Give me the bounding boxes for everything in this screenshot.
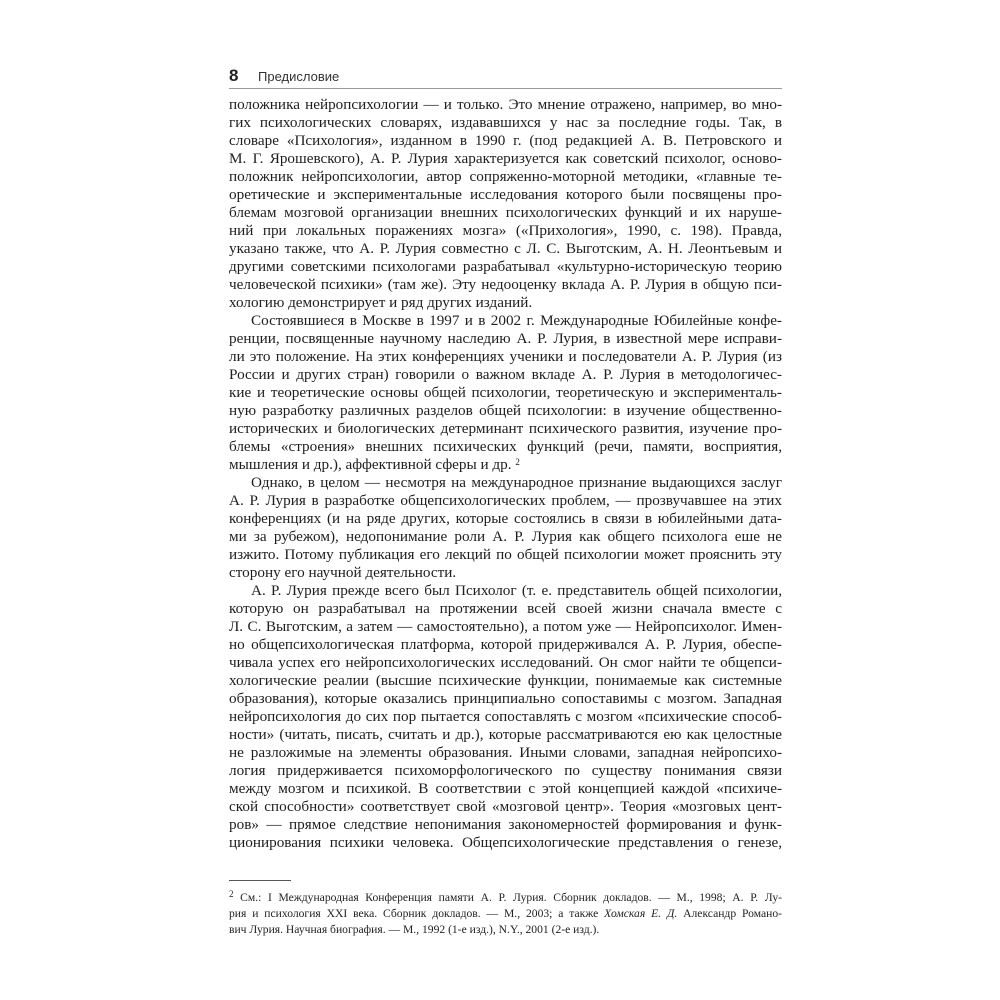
text-line: М. Г. Ярошевского), А. Р. Лурия характеризуется как советский психолог, осново- xyxy=(229,150,782,167)
body-text xyxy=(229,96,782,852)
paragraph xyxy=(229,96,782,312)
text-line: но общепсихологическая платформа, которой придерживался А. Р. Лурия, обеспе- xyxy=(229,636,782,653)
footnote-number: 2 xyxy=(229,889,234,899)
text-line: ний при локальных поражениях мозга» («Прихология», 1990, с. 198). Правда, xyxy=(229,222,782,239)
text-line: гих психологических словарях, издававшихся у нас за последние годы. Так, в xyxy=(229,114,782,131)
text-line: хологические реалии (высшие психические функции, понимаемые как системные xyxy=(229,672,782,689)
text-line: ную разработку различных разделов общей психологии: в изучение общественно- xyxy=(229,402,782,419)
text-line: между мозгом и психикой. В соответствии с этой концепцией каждой «психиче- xyxy=(229,780,782,797)
text-line: ности» (читать, писать, считать и др.), которые рассматриваются ею как целостные xyxy=(229,726,782,743)
footnote xyxy=(229,890,782,938)
text-line: ционирования психики человека. Общепсихологические представления о генезе, xyxy=(229,834,782,851)
text-line: Л. С. Выготским, а затем — самостоятельно), а потом уже — Нейропсихолог. Имен- xyxy=(229,618,782,635)
text-line: положника нейропсихологии — и только. Это мнение отражено, например, во мно- xyxy=(229,96,782,113)
text-line: указано также, что А. Р. Лурия совместно с Л. С. Выготским, А. Н. Леонтьевым и xyxy=(229,240,782,257)
text-line: сторону его научной деятельности. xyxy=(229,564,457,581)
text-line: конференциях (и на ряде других, которые состоялись в связи в юбилейными дата- xyxy=(229,510,782,527)
footnote-text: См.: I Международная Конференция памяти А. Р. Лурия. Сборник докладов. — М., 1998; А. Р. Лу- xyxy=(240,891,782,904)
text-line: положник нейропсихологии, автор сопряженно-моторной методики, «главные те- xyxy=(229,168,782,185)
text-line: ми за рубежом), недопонимание роли А. Р. Лурия как общего психолога еше не xyxy=(229,528,782,545)
running-header xyxy=(229,66,782,89)
page-number: 8 xyxy=(229,66,239,85)
paragraph xyxy=(229,582,782,852)
text-line: оретические и экспериментальные исследования которого были посвящены про- xyxy=(229,186,782,203)
footnote-line xyxy=(229,906,782,922)
text-line: логия придерживается психоморфологического по существу понимания связи xyxy=(229,762,782,779)
text-line xyxy=(229,456,782,474)
text-line: России и других стран) говорили о важном вкладе А. Р. Лурия в методологичес- xyxy=(229,366,782,383)
footnote-author: Хомская Е. Д. xyxy=(604,907,678,920)
footnote-reference[interactable]: 2 xyxy=(515,457,520,467)
text-line: изжито. Потому публикация его лекций по общей психологии может прояснить эту xyxy=(229,546,782,563)
paragraph xyxy=(229,312,782,474)
text-line: А. Р. Лурия в разработке общепсихологических проблем, — прозвучавшее на этих xyxy=(229,492,782,509)
text-line: словаре «Психология», изданном в 1990 г. (под редакцией А. В. Петровского и xyxy=(229,132,782,149)
text-line: образования), которые оказались принципиально сопоставимы с мозгом. Западная xyxy=(229,690,782,707)
text-line: ской способности» соответствует свой «мозговой центр». Теория «мозговых цент- xyxy=(229,798,782,815)
running-title: Предисловие xyxy=(258,69,340,84)
text-line: А. Р. Лурия прежде всего был Психолог (т. е. представитель общей психологии, xyxy=(251,582,782,599)
text-line: Однако, в целом — несмотря на международное признание выдающихся заслуг xyxy=(251,474,782,491)
text-line: другими советскими психологами разрабатывал «культурно-историческую теорию xyxy=(229,258,782,275)
text-line: Состоявшиеся в Москве в 1997 и в 2002 г. Международные Юбилейные конфе- xyxy=(251,312,782,329)
text-line: блемы «строения» внешних психических функций (речи, памяти, восприятия, xyxy=(229,438,782,455)
footnote-line: вич Лурия. Научная биография. — М., 1992 (1-е изд.), N.Y., 2001 (2-е изд.). xyxy=(229,923,600,936)
text-line: исторических и биологических детерминант психического развития, изучение про- xyxy=(229,420,782,437)
text-line: кие и теоретические основы общей психологии, теоретическую и эксперименталь- xyxy=(229,384,782,401)
text-line: нейропсихология до сих пор пытается сопоставлять с мозгом «психические способ- xyxy=(229,708,782,725)
paragraph xyxy=(229,474,782,582)
footnote-separator xyxy=(229,880,291,881)
text-line: ренции, посвященные научному наследию А. Р. Лурия, в известной мере исправи- xyxy=(229,330,782,347)
text-line: блемам мозговой организации внешних психологических функций и их наруше- xyxy=(229,204,782,221)
text-line-content: мышления и др.), аффективной сферы и др. xyxy=(229,456,512,473)
text-line: чивала успех его нейропсихологических исследований. Он смог найти те общепси- xyxy=(229,654,782,671)
text-line: не разложимые на элементы образования. Иными словами, западная нейропсихо- xyxy=(229,744,782,761)
footnote-text: Александр Романо- xyxy=(677,907,783,920)
text-line: хологию демонстрирует и ряд других изданий. xyxy=(229,294,533,311)
footnote-text: рия и психология XXI века. Сборник докладов. — М., 2003; а также xyxy=(229,907,605,920)
text-line: человеческой психики» (там же). Эту недооценку вклада А. Р. Лурия в общую пси- xyxy=(229,276,782,293)
text-line: ров» — прямое следствие непонимания закономерностей формирования и функ- xyxy=(229,816,782,833)
text-line: ли это положение. На этих конференциях ученики и последователи А. Р. Лурия (из xyxy=(229,348,782,365)
footnote-line xyxy=(229,890,782,906)
text-line: которую он разрабатывал на протяжении всей своей жизни сначала вместе с xyxy=(229,600,782,617)
